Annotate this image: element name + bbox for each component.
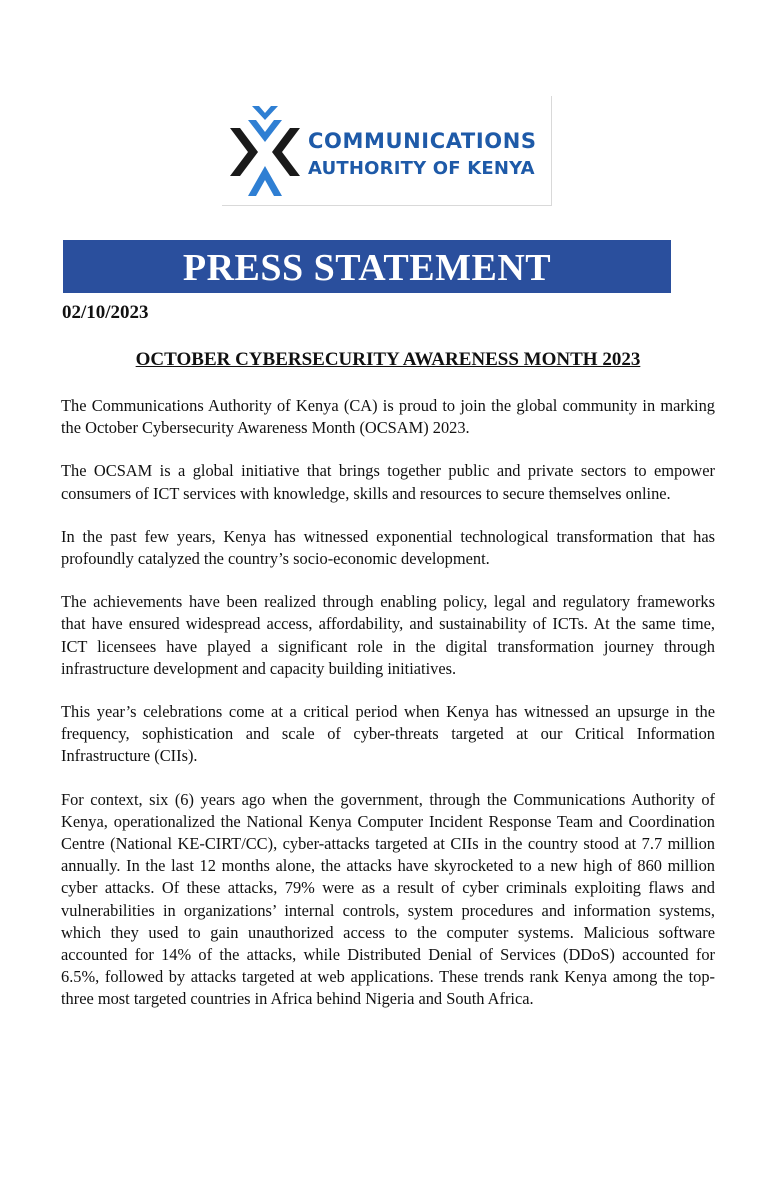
paragraph-3: In the past few years, Kenya has witnessed exponential technological transformation that has profoundly catalyzed the country’s socio-economic development. xyxy=(61,526,715,569)
statement-date: 02/10/2023 xyxy=(62,302,149,323)
paragraph-2: The OCSAM is a global initiative that brings together public and private sectors to empower consumers of ICT services with knowledge, skills and resources to secure themselves online. xyxy=(61,461,715,503)
paragraph-6: For context, six (6) years ago when the government, through the Communications Authority of Kenya, operationalized the National Kenya Computer Incident Response Team and Coordination Centre (National KE-CIRT/CC), cyber-attacks targeted at CIIs in the country stood at 7.7 million annually. In the last 12 months alone, the attacks have skyrocketed to a new high of 860 million cyber attacks. Of these attacks, 79% were as a result of cyber criminals exploiting flaws and vulnerabilities in organizations’ internal controls, system procedures and information systems, which they used to gain unauthorized access to the computer systems. Malicious software accounted for 14% of the attacks, while Distributed Denial of Services (DDoS) accounted for 6.5%, followed by attacks targeted at web applications. These trends rank Kenya among the top-three most targeted countries in Africa behind Nigeria and South Africa. xyxy=(61,789,715,1009)
press-statement-banner: PRESS STATEMENT xyxy=(63,240,671,293)
logo-line-1: COMMUNICATIONS xyxy=(308,129,537,153)
statement-body xyxy=(61,395,715,1032)
paragraph-1: The Communications Authority of Kenya (CA) is proud to join the global community in marking the October Cybersecurity Awareness Month (OCSAM) 2023. xyxy=(61,396,715,438)
paragraph-4: The achievements have been realized through enabling policy, legal and regulatory frameworks that have ensured widespread access, affordability, and sustainability of ICTs. At the same time, ICT licensees have played a significant role in the digital transformation journey through infrastructure development and capacity building initiatives. xyxy=(61,592,715,678)
statement-heading: OCTOBER CYBERSECURITY AWARENESS MONTH 2023 xyxy=(135,349,641,370)
logo-wordmark xyxy=(308,128,537,182)
logo xyxy=(222,96,552,206)
ca-kenya-chevron-logo-icon xyxy=(230,106,300,198)
paragraph-5: This year’s celebrations come at a critical period when Kenya has witnessed an upsurge in the frequency, sophistication and scale of cyber-threats targeted at our Critical Information Infrastructure (CIIs). xyxy=(61,702,715,766)
logo-line-2: AUTHORITY OF KENYA xyxy=(308,158,535,179)
